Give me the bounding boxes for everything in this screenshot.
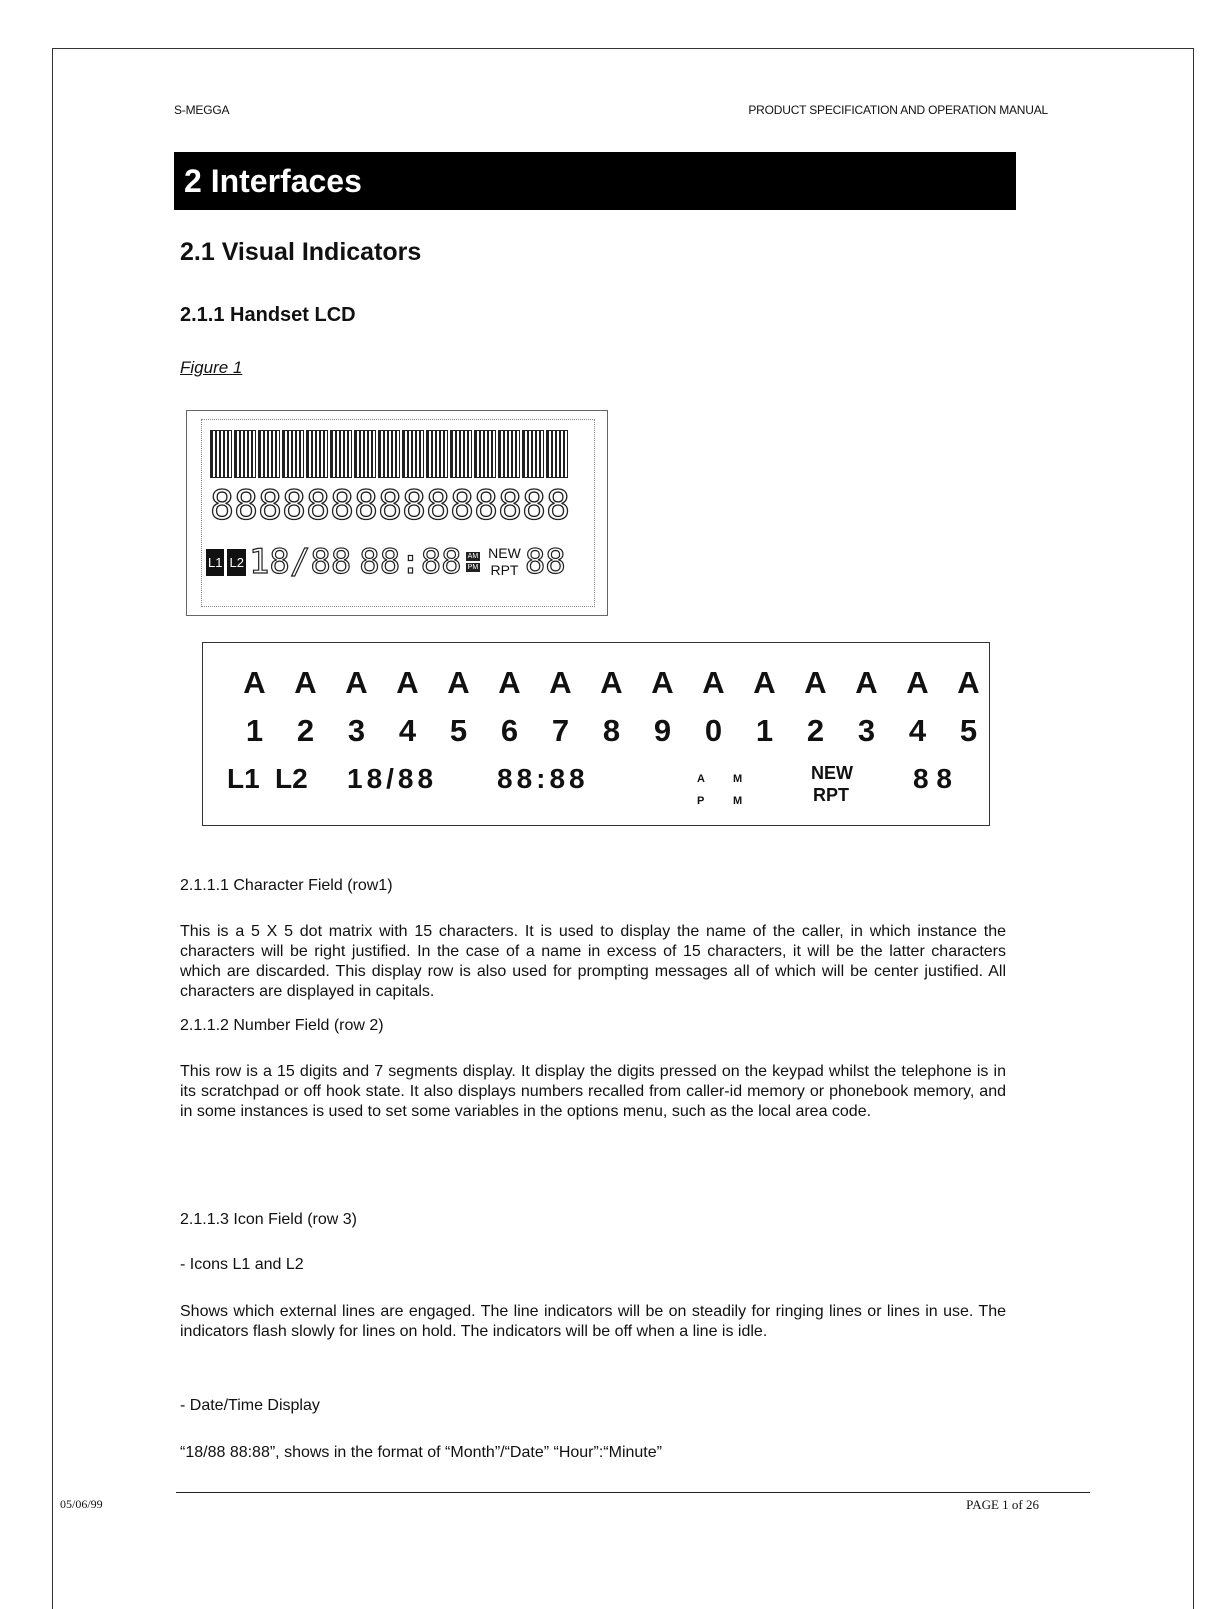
header-left: S-MEGGA — [174, 103, 230, 117]
lcd-time: 88:88 — [359, 542, 462, 582]
legend-char: A — [804, 665, 827, 700]
lcd-matrix-cell — [402, 430, 424, 478]
lcd-digit: 8 — [258, 483, 283, 529]
lcd-digit: 8 — [282, 483, 307, 529]
lcd-matrix-cell — [258, 430, 280, 478]
legend-row-3 — [203, 761, 989, 821]
lcd-digit: 8 — [474, 483, 499, 529]
lcd-icon-row — [206, 540, 566, 584]
section-title: 2.1 Visual Indicators — [180, 238, 422, 266]
s1-paragraph: This is a 5 X 5 dot matrix with 15 characters. It is used to display the name of the caller, in which instance the characters will be right justified. In the case of a name in excess of 15 characters, it will be the latter characters which are discarded. This display row is also used for prompting messages all of which will be center justified. All characters are displayed in capitals. — [180, 923, 1006, 1000]
lcd-matrix-cell — [234, 430, 256, 478]
lcd-digit: 8 — [450, 483, 475, 529]
figure-label: Figure 1 — [180, 358, 243, 377]
footer-date: 05/06/99 — [60, 1497, 103, 1511]
lcd-digit: 8 — [330, 483, 355, 529]
legend-l2: L2 — [275, 763, 308, 794]
lcd-pm-icon: PM — [467, 564, 479, 571]
legend-char: A — [957, 665, 980, 700]
lcd-matrix-row — [210, 430, 568, 478]
legend-char: 4 — [908, 713, 927, 748]
legend-p: P — [697, 795, 705, 807]
s2-heading: 2.1.1.2 Number Field (row 2) — [180, 1017, 384, 1034]
chapter-title: 2 Interfaces — [174, 152, 1016, 210]
legend-new: NEW — [811, 763, 853, 783]
legend-char: 1 — [755, 713, 774, 748]
s1-heading: 2.1.1.1 Character Field (row1) — [180, 877, 393, 894]
lcd-l2-icon: L2 — [227, 549, 245, 576]
legend-char: A — [906, 665, 929, 700]
legend-char: A — [396, 665, 419, 700]
legend-char: A — [549, 665, 572, 700]
lcd-digit: 8 — [402, 483, 427, 529]
legend-char: 5 — [959, 713, 978, 748]
legend-m2: M — [733, 795, 743, 807]
lcd-digit-row — [210, 483, 571, 529]
legend-char: 2 — [806, 713, 825, 748]
lcd-matrix-cell — [450, 430, 472, 478]
legend-count: 8 8 — [913, 763, 952, 794]
legend-char: A — [855, 665, 878, 700]
lcd-legend-box — [202, 642, 990, 826]
legend-char: 6 — [500, 713, 519, 748]
legend-char: 9 — [653, 713, 672, 748]
legend-char: A — [702, 665, 725, 700]
lcd-am-icon: AM — [467, 553, 479, 560]
lcd-matrix-cell — [426, 430, 448, 478]
footer-rule — [176, 1492, 1090, 1493]
lcd-digit: 8 — [210, 483, 235, 529]
lcd-matrix-cell — [378, 430, 400, 478]
legend-char: 3 — [347, 713, 366, 748]
lcd-ampm — [466, 552, 481, 572]
lcd-digit: 8 — [546, 483, 571, 529]
legend-time: 88:88 — [497, 763, 589, 794]
header-right: PRODUCT SPECIFICATION AND OPERATION MANUAL — [748, 103, 1048, 117]
s2-paragraph: This row is a 15 digits and 7 segments display. It display the digits pressed on the keypad whilst the telephone is in its scratchpad or off hook state. It also displays numbers recalled from caller-id memory or phonebook memory, and in some instances is used to set some variables in the options menu, such as the local area code. — [180, 1063, 1006, 1120]
legend-char: A — [294, 665, 317, 700]
legend-char: A — [243, 665, 266, 700]
legend-row-2 — [229, 713, 994, 749]
lcd-matrix-cell — [498, 430, 520, 478]
lcd-digit: 8 — [522, 483, 547, 529]
lcd-matrix-cell — [546, 430, 568, 478]
lcd-rpt-icon: RPT — [490, 562, 519, 578]
legend-char: A — [345, 665, 368, 700]
legend-char: 8 — [602, 713, 621, 748]
legend-l1: L1 — [227, 763, 260, 794]
lcd-matrix-cell — [330, 430, 352, 478]
lcd-digit: 8 — [234, 483, 259, 529]
lcd-matrix-cell — [522, 430, 544, 478]
lcd-matrix-cell — [306, 430, 328, 478]
legend-char: A — [600, 665, 623, 700]
icons-heading: - Icons L1 and L2 — [180, 1256, 304, 1273]
lcd-digit: 8 — [306, 483, 331, 529]
lcd-count: 88 — [524, 542, 566, 582]
lcd-digit: 8 — [498, 483, 523, 529]
legend-char: 7 — [551, 713, 570, 748]
legend-rpt: RPT — [813, 785, 849, 805]
s3-heading: 2.1.1.3 Icon Field (row 3) — [180, 1211, 357, 1228]
legend-m1: M — [733, 773, 743, 785]
legend-char: A — [447, 665, 470, 700]
icons-paragraph: Shows which external lines are engaged. The line indicators will be on steadily for ringing lines or lines in use. The indicators flash slowly for lines on hold. The indicators will be off when a line is idle. — [180, 1303, 1006, 1340]
lcd-new-rpt — [488, 545, 521, 579]
lcd-matrix-cell — [210, 430, 232, 478]
legend-char: 3 — [857, 713, 876, 748]
legend-char: 0 — [704, 713, 723, 748]
lcd-matrix-cell — [474, 430, 496, 478]
datetime-paragraph: “18/88 88:88”, shows in the format of “Month”/“Date” “Hour”:“Minute” — [180, 1444, 662, 1461]
lcd-digit: 8 — [426, 483, 451, 529]
legend-char: A — [498, 665, 521, 700]
lcd-l1-icon: L1 — [206, 549, 224, 576]
subsection-title: 2.1.1 Handset LCD — [180, 304, 356, 326]
legend-a: A — [697, 773, 705, 785]
lcd-matrix-cell — [282, 430, 304, 478]
page-border — [52, 48, 1194, 1609]
legend-char: 5 — [449, 713, 468, 748]
legend-char: 1 — [245, 713, 264, 748]
lcd-digit: 8 — [354, 483, 379, 529]
footer-page: PAGE 1 of 26 — [966, 1497, 1039, 1512]
lcd-matrix-cell — [354, 430, 376, 478]
lcd-new-icon: NEW — [488, 545, 521, 561]
lcd-digit: 8 — [378, 483, 403, 529]
datetime-heading: - Date/Time Display — [180, 1397, 320, 1414]
legend-date: 18/88 — [347, 763, 438, 794]
lcd-date: 18/88 — [248, 542, 352, 582]
legend-char: A — [651, 665, 674, 700]
legend-char: A — [753, 665, 776, 700]
legend-char: 4 — [398, 713, 417, 748]
legend-char: 2 — [296, 713, 315, 748]
legend-row-1 — [229, 665, 994, 701]
